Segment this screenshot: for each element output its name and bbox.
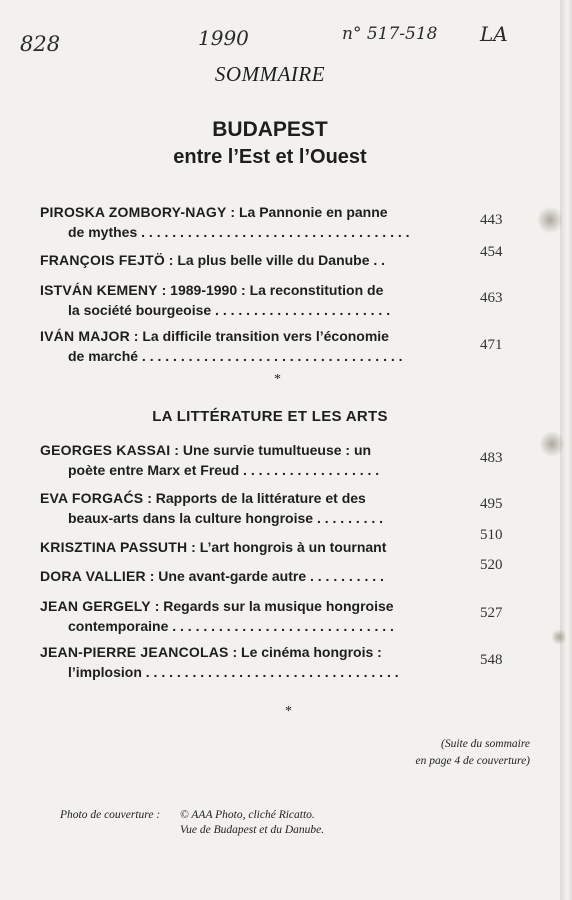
toc-entry bbox=[40, 642, 440, 682]
entry-title: : Regards sur la musique hongroise bbox=[150, 598, 394, 614]
entry-author: PIROSKA ZOMBORY-NAGY bbox=[40, 204, 227, 220]
entry-title-cont: beaux-arts dans la culture hongroise . . . . . . . . . bbox=[68, 510, 384, 526]
entry-page: 510 bbox=[480, 527, 503, 543]
entry-title: : La plus belle ville du Danube . . bbox=[164, 252, 386, 268]
entry-title: : 1989-1990 : La reconstitution de bbox=[157, 282, 384, 298]
entry-page: 548 bbox=[480, 652, 503, 668]
entry-title: : Une survie tumultueuse : un bbox=[170, 442, 372, 458]
handwritten-year: 1990 bbox=[198, 26, 249, 50]
issue-subtitle: entre l’Est et l’Ouest bbox=[173, 146, 367, 168]
entry-title-cont: l’implosion . . . . . . . . . . . . . . . . . . . . . . . . . . . . . . . . . bbox=[68, 664, 399, 680]
credit-label: Photo de couverture : bbox=[60, 809, 161, 821]
credit-caption: Vue de Budapest et du Danube. bbox=[180, 824, 325, 836]
handwritten-issue-number: n° 517-518 bbox=[342, 24, 438, 44]
separator-star: * bbox=[274, 372, 281, 387]
continued-note-line: en page 4 de couverture) bbox=[415, 755, 530, 767]
handwritten-reference: 828 bbox=[20, 32, 61, 56]
entry-title: : Le cinéma hongrois : bbox=[228, 644, 382, 660]
entry-page: 520 bbox=[480, 557, 503, 573]
toc-entry bbox=[40, 488, 440, 528]
entry-title-cont: contemporaine . . . . . . . . . . . . . . . . . . . . . . . . . . . . . bbox=[68, 618, 394, 634]
entry-page: 454 bbox=[480, 244, 503, 260]
entry-author: KRISZTINA PASSUTH bbox=[40, 539, 188, 555]
entry-author: GEORGES KASSAI bbox=[40, 442, 171, 458]
entry-title: : La difficile transition vers l’économie bbox=[129, 328, 389, 344]
entry-title-cont: de mythes . . . . . . . . . . . . . . . . . . . . . . . . . . . . . . . . . . . bbox=[68, 224, 410, 240]
sommaire-heading: SOMMAIRE bbox=[214, 62, 326, 86]
entry-title-cont: la société bourgeoise . . . . . . . . . . . . . . . . . . . . . . . bbox=[68, 302, 391, 318]
issue-title: BUDAPEST bbox=[212, 118, 328, 141]
entry-page: 471 bbox=[480, 337, 503, 353]
entry-page: 443 bbox=[480, 212, 503, 228]
toc-entry bbox=[40, 537, 440, 557]
entry-page: 495 bbox=[480, 496, 503, 512]
handwritten-code: LA bbox=[480, 22, 508, 46]
entry-title: : Une avant-garde autre . . . . . . . . . . bbox=[145, 568, 384, 584]
entry-page: 463 bbox=[480, 290, 503, 306]
continued-note-line: (Suite du sommaire bbox=[440, 738, 530, 750]
entry-page: 527 bbox=[480, 605, 503, 621]
entry-title-cont: de marché . . . . . . . . . . . . . . . . . . . . . . . . . . . . . . . . . . bbox=[68, 348, 403, 364]
entry-title: : Rapports de la littérature et des bbox=[143, 490, 366, 506]
toc-entry bbox=[40, 202, 440, 242]
credit-line: © AAA Photo, cliché Ricatto. bbox=[180, 809, 315, 821]
continued-note bbox=[390, 736, 530, 770]
toc-entry bbox=[40, 440, 440, 480]
toc-entry bbox=[40, 596, 440, 636]
ink-stain bbox=[552, 628, 566, 646]
ink-stain bbox=[538, 205, 562, 235]
ink-stain bbox=[540, 430, 564, 458]
entry-author: ISTVÁN KEMENY bbox=[40, 282, 158, 298]
separator-star: * bbox=[285, 704, 292, 719]
toc-entry bbox=[40, 326, 440, 366]
toc-entry bbox=[40, 566, 440, 586]
entry-title-cont: poète entre Marx et Freud . . . . . . . . . . . . . . . . . . bbox=[68, 462, 380, 478]
entry-title: : L’art hongrois à un tournant bbox=[187, 539, 387, 555]
cover-photo-credit bbox=[60, 808, 324, 838]
entry-author: FRANÇOIS FEJTÖ bbox=[40, 252, 165, 268]
toc-entry bbox=[40, 280, 440, 320]
section-heading: LA LITTÉRATURE ET LES ARTS bbox=[152, 408, 388, 425]
entry-author: EVA FORGAĆS bbox=[40, 490, 144, 506]
entry-author: DORA VALLIER bbox=[40, 568, 146, 584]
entry-author: JEAN-PIERRE JEANCOLAS bbox=[40, 644, 229, 660]
entry-title: : La Pannonie en panne bbox=[226, 204, 388, 220]
toc-entry bbox=[40, 250, 440, 270]
entry-page: 483 bbox=[480, 450, 503, 466]
entry-author: JEAN GERGELY bbox=[40, 598, 151, 614]
entry-author: IVÁN MAJOR bbox=[40, 328, 130, 344]
